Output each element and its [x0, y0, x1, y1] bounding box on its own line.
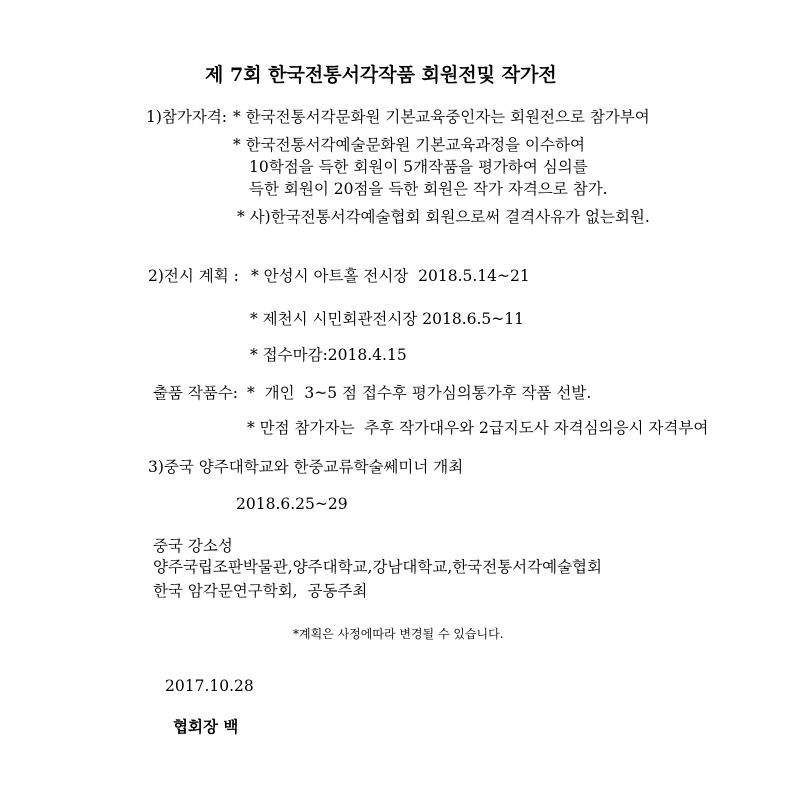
section3-date: 2018.6.25~29	[236, 495, 348, 513]
document-title: 제 7회 한국전통서각작품 회원전및 작가전	[205, 64, 557, 86]
section2-item-2: * 제천시 시민회관전시장 2018.6.5~11	[250, 310, 524, 328]
signature: 협회장 백	[173, 717, 239, 736]
entries-item-1: * 개인 3~5 점 접수후 평가심의통가후 작품 선발.	[247, 384, 592, 402]
section2-label: 2)전시 계획 :	[148, 267, 239, 285]
section1-label: 1)참가자격:	[146, 108, 228, 126]
section3-line-2: 양주국립조판박물관,양주대학교,강남대학교,한국전통서각예술협회	[153, 558, 602, 576]
section1-item-2: * 한국전통서각예술문화원 기본교육과정을 이수하여	[233, 136, 585, 154]
section2-item-3: * 접수마감:2018.4.15	[250, 346, 407, 364]
section1-item-3: * 사)한국전통서각예술협회 회원으로써 결격사유가 없는회원.	[237, 208, 650, 226]
entries-item-2: * 만점 참가자는 추후 작가대우와 2급지도사 자격심의응시 자격부여	[247, 419, 709, 437]
section1-item-1: * 한국전통서각문화원 기본교육중인자는 회원전으로 참가부여	[233, 108, 650, 126]
section2-item-1: * 안성시 아트홀 전시장 2018.5.14~21	[251, 267, 530, 285]
entries-label: 출품 작품수:	[153, 384, 239, 402]
section3-line-3: 한국 암각문연구학회, 공동주최	[153, 582, 368, 600]
section3-heading: 3)중국 양주대학교와 한중교류학술쎄미너 개최	[148, 458, 464, 476]
issue-date: 2017.10.28	[165, 677, 254, 695]
schedule-note: *계획은 사정에따라 변경될 수 있습니다.	[293, 627, 504, 641]
section3-line-1: 중국 강소성	[153, 537, 233, 555]
section1-item-2-line-2: 10학점을 득한 회원이 5개작품을 평가하여 심의를	[249, 158, 588, 176]
section1-item-2-line-3: 득한 회원이 20점을 득한 회원은 작가 자격으로 참가.	[249, 180, 608, 198]
